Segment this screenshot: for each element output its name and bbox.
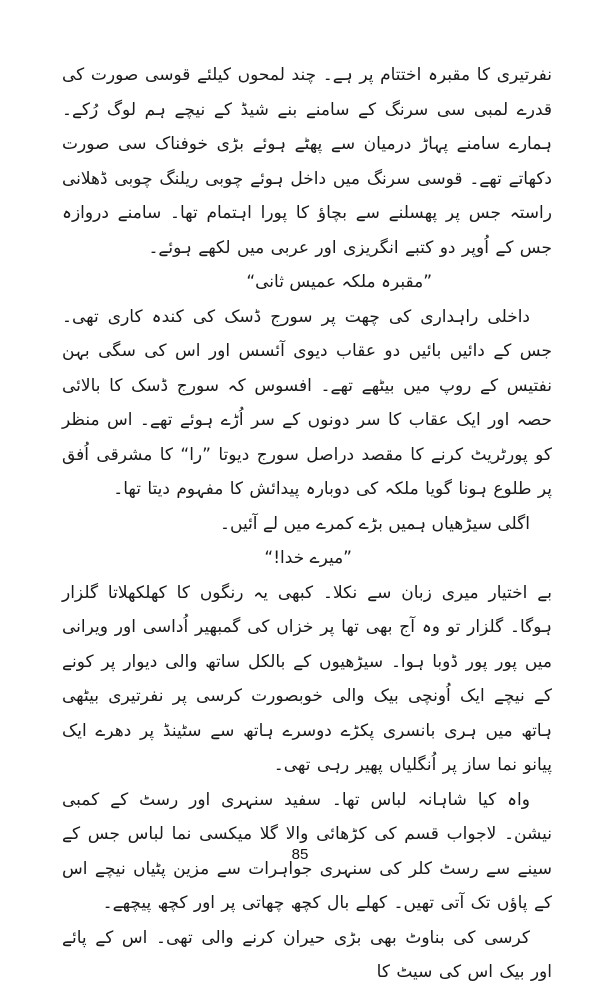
- paragraph-royal-dress: واہ کیا شاہانہ لباس تھا۔ سفید سنہری اور رسٹ کے کمبی نیشن۔ لاجواب قسم کی کڑھائی والا گلا میکسی نما لباس جس کے سینے سے رسٹ کلر کی سنہری جواہرات سے مزین پٹیاں نیچے اس کے پاؤں تک آتی تھیں۔ کھلے بال کچھ چھاتی پر اور کچھ پیچھے۔: [62, 789, 552, 913]
- line-next-stairs: اگلی سیڑھیاں ہمیں بڑے کمرے میں لے آئیں۔: [220, 513, 530, 534]
- paragraph-garden-of-colors: بے اختیار میری زبان سے نکلا۔ کبھی یہ رنگوں کا کھلکھلاتا گلزار ہوگا۔ گلزار تو وہ آج بھی تھا پر خزاں کی گمبھیر اُداسی اور ویرانی میں پور پور ڈوبا ہوا۔ سیڑھیوں کے بالکل ساتھ والی دیوار پر کونے کے نیچے ایک اُونچی بیک والی خوبصورت کرسی پر نفرتیری بیٹھی ہاتھ میں ہری بانسری پکڑے دوسرے ہاتھ سے سٹینڈ پر دھرے ایک پیانو نما ساز پر اُنگلیاں پھیر رہی تھی۔: [62, 582, 552, 775]
- tomb-title-quote: ”مقبرہ ملکہ عمیس ثانی“: [246, 272, 432, 292]
- paragraph-corridor-ceiling: داخلی راہداری کی چھت پر سورج ڈسک کی کندہ کاری تھی۔ جس کے دائیں بائیں دو عقاب دیوی آئسس اور اس کی سگی بہن نفتیس کے روپ میں بیٹھے تھے۔ افسوس کہ سورج ڈسک کا بالائی حصہ اور ایک عقاب کا سر دونوں کے سر اُڑے ہوئے تھے۔ اس منظر کو پورٹریٹ کرنے کا مقصد دراصل سورج دیوتا ”را“ کا مشرقی اُفق پر طلوع ہونا گویا ملکہ کی دوبارہ پیدائش کا مفہوم دیتا تھا۔: [62, 306, 552, 499]
- exclamation-quote: ”میرے خدا!“: [264, 548, 352, 568]
- paragraph-tomb-entrance: نفرتیری کا مقبرہ اختتام پر ہے۔ چند لمحوں کیلئے قوسی صورت کی قدرے لمبی سی سرنگ کے سامنے بنے شیڈ کے نیچے ہم لوگ رُکے۔ ہمارے سامنے پہاڑ درمیان سے پھٹے ہوئے بڑی خوفناک سی صورت دکھاتے تھے۔ قوسی سرنگ میں داخل ہوئے چوبی ریلنگ چوبی ڈھلانی راستہ جس پر پھسلنے سے بچاؤ کا پورا اہتمام تھا۔ سامنے دروازہ جس کے اُوپر دو کتبے انگریزی اور عربی میں لکھے ہوئے۔: [62, 65, 552, 258]
- page-number: 85: [291, 846, 309, 863]
- paragraph-chair-design: کرسی کی بناوٹ بھی بڑی حیران کرنے والی تھی۔ اس کے پائے اور بیک اس کی سیٹ کا: [62, 927, 552, 982]
